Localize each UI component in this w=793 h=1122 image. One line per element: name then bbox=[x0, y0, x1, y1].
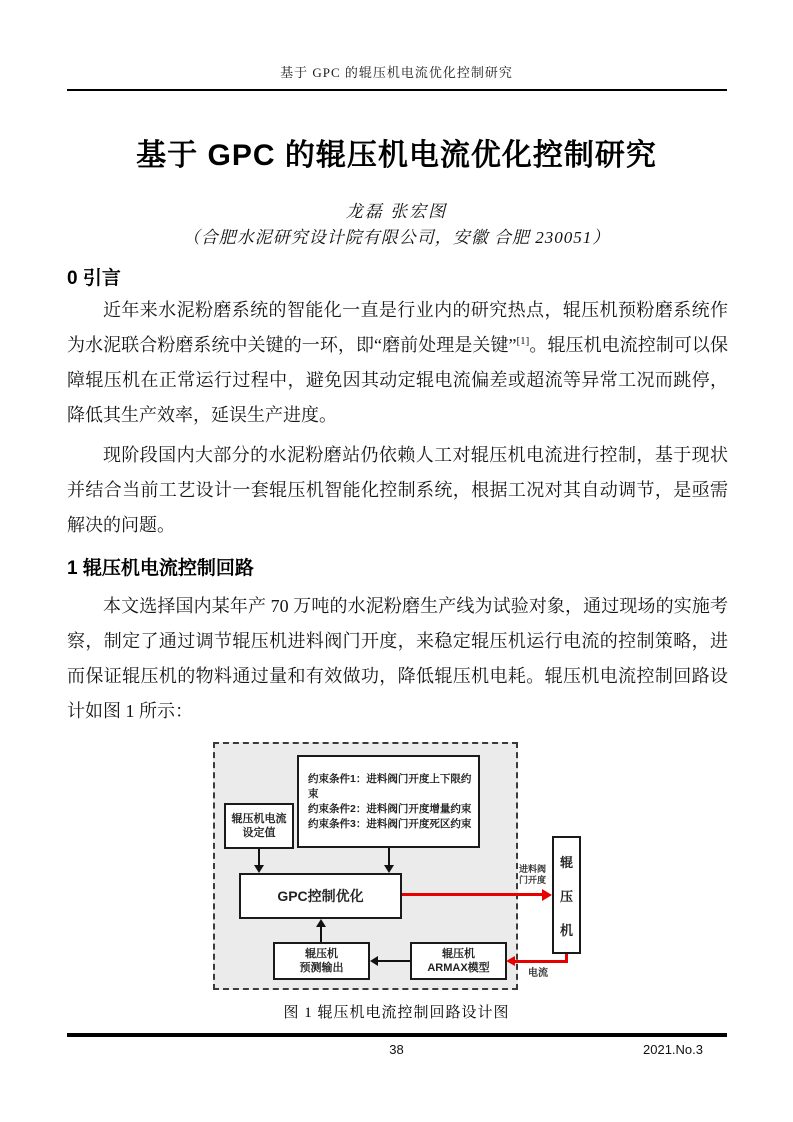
authors: 龙磊 张宏图 bbox=[345, 202, 448, 221]
page-number: 38 bbox=[389, 1042, 404, 1057]
predict-line-1: 辊压机 bbox=[305, 948, 338, 960]
arrow-constraints-to-gpc-head bbox=[384, 865, 394, 873]
armax-line-1: 辊压机 bbox=[442, 948, 475, 960]
feed-valve-label-line-1: 进料阀 bbox=[519, 864, 547, 874]
figure-1-diagram bbox=[213, 742, 593, 994]
footer-rule bbox=[67, 1033, 727, 1037]
gpc-label: GPC控制优化 bbox=[277, 888, 364, 904]
intro-paragraph-1 bbox=[67, 293, 728, 433]
arrow-gpc-to-roller-line bbox=[402, 893, 544, 896]
roller-char-1: 辊 bbox=[559, 854, 573, 870]
feedback-current-horizontal bbox=[514, 960, 568, 963]
paper-title: 基于 GPC 的辊压机电流优化控制研究 bbox=[136, 139, 657, 172]
roller-press-box bbox=[552, 836, 581, 954]
armax-model-box bbox=[410, 942, 507, 980]
affiliation: （合肥水泥研究设计院有限公司，安徽 合肥 230051） bbox=[182, 228, 611, 247]
section-heading-1: 1 辊压机电流控制回路 bbox=[67, 558, 254, 579]
header-rule bbox=[67, 89, 727, 91]
intro-paragraph-2: 现阶段国内大部分的水泥粉磨站仍依赖人工对辊压机电流进行控制，基于现状并结合当前工艺设计一套辊压机智能化控制系统，根据工况对其自动调节，是亟需解决的问题。 bbox=[67, 445, 728, 535]
current-signal-label: 电流 bbox=[528, 968, 548, 979]
constraint-3: 约束条件3：进料阀门开度死区约束 bbox=[308, 817, 472, 830]
arrow-gpc-to-roller-head bbox=[542, 889, 552, 901]
intro-paragraph-1-cont: 。辊压机电流控制可以保障辊压机在正常运行过程中，避免因其动定辊电流偏差或超流等异常工况而跳停，降低其生产效率，延误生产进度。 bbox=[67, 335, 728, 425]
roller-char-2: 压 bbox=[559, 888, 573, 904]
constraint-2: 约束条件2：进料阀门开度增量约束 bbox=[308, 802, 472, 815]
citation-ref-1: [1] bbox=[516, 335, 530, 347]
section1-paragraph-1: 本文选择国内某年产 70 万吨的水泥粉磨生产线为试验对象，通过现场的实施考察，制定了通过调节辊压机进料阀门开度，来稳定辊压机运行电流的控制策略，进而保证辊压机的物料通过量和有效做功，降低辊压机电耗。辊压机电流控制回路设计如图 1 所示： bbox=[67, 596, 728, 721]
feedback-current-head bbox=[506, 956, 515, 966]
issue-label: 2021.No.3 bbox=[643, 1042, 703, 1057]
setpoint-line-1: 辊压机电流 bbox=[231, 813, 287, 825]
running-header-title: 基于 GPC 的辊压机电流优化控制研究 bbox=[280, 65, 513, 80]
arrow-predict-to-gpc-line bbox=[320, 926, 322, 942]
setpoint-line-2: 设定值 bbox=[242, 827, 276, 839]
constraints-box bbox=[297, 755, 480, 848]
prediction-output-box bbox=[273, 942, 370, 980]
arrow-predict-to-gpc-head bbox=[316, 919, 326, 927]
arrow-armax-to-predict-line bbox=[376, 960, 410, 962]
feed-valve-opening-label bbox=[519, 864, 546, 886]
gpc-optimization-box bbox=[239, 873, 402, 919]
figure-1-caption: 图 1 辊压机电流控制回路设计图 bbox=[283, 1005, 510, 1021]
roller-char-3: 机 bbox=[559, 922, 573, 938]
predict-line-2: 预测输出 bbox=[299, 962, 344, 974]
armax-line-2: ARMAX模型 bbox=[427, 962, 490, 974]
constraint-1: 约束条件1：进料阀门开度上下限约束 bbox=[308, 772, 472, 800]
arrow-armax-to-predict-head bbox=[370, 956, 378, 966]
arrow-setpoint-to-gpc-head bbox=[254, 865, 264, 873]
intro-paragraph-1-text: 近年来水泥粉磨系统的智能化一直是行业内的研究热点，辊压机预粉磨系统作为水泥联合粉磨系统中关键的一环，即“磨前处理是关键” bbox=[67, 300, 728, 355]
feed-valve-label-line-2: 门开度 bbox=[519, 875, 547, 885]
setpoint-box bbox=[224, 803, 294, 849]
section-heading-0: 0 引言 bbox=[67, 268, 121, 289]
